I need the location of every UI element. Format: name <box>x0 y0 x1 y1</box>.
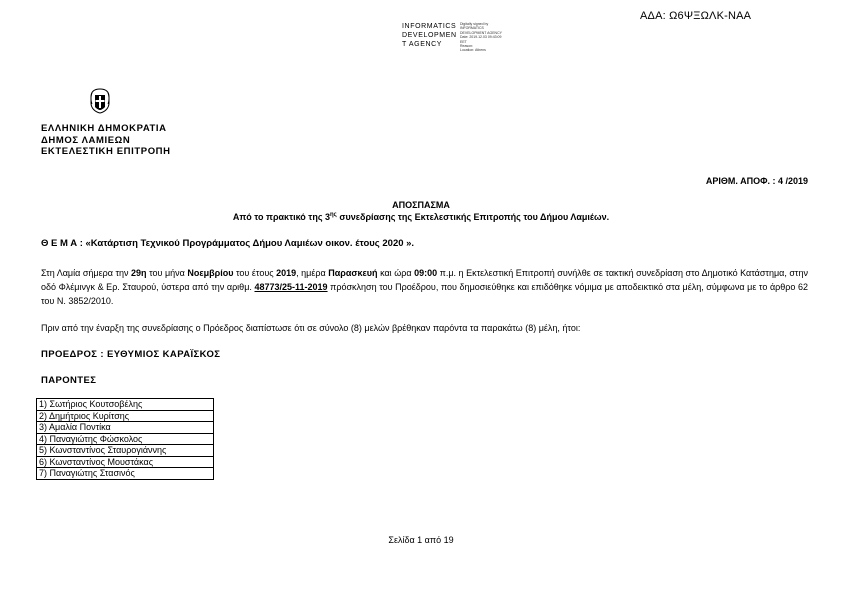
document-title: ΑΠΟΣΠΑΣΜΑ <box>392 200 450 210</box>
digital-signature-details <box>460 22 502 53</box>
member-cell: 5) Κωνσταντίνος Σταυρογιάννης <box>37 445 214 457</box>
signature-line: INFORMATICS <box>402 23 457 30</box>
decision-number: ΑΡΙΘΜ. ΑΠΟΦ. : 4 /2019 <box>705 176 808 186</box>
meeting-month: Νοεμβρίου <box>187 268 234 278</box>
president-line: ΠΡΟΕΔΡΟΣ : ΕΥΘΥΜΙΟΣ ΚΑΡΑΪΣΚΟΣ <box>41 349 221 360</box>
text-run: και ώρα <box>377 268 415 278</box>
page-footer: Σελίδα 1 από 19 <box>388 535 454 545</box>
table-row <box>37 445 214 457</box>
table-row <box>37 422 214 434</box>
signature-line: T AGENCY <box>402 41 443 48</box>
member-cell: 6) Κωνσταντίνος Μουστάκας <box>37 456 214 468</box>
meeting-day: 29η <box>131 268 147 278</box>
text-run: του μήνα <box>146 268 188 278</box>
table-row <box>37 468 214 480</box>
signature-detail: INFORMATICS <box>460 26 484 31</box>
quorum-statement: Πριν από την έναρξη της συνεδρίασης ο Πρόεδρος διαπίστωσε ότι σε σύνολο (8) μελών βρέθηκαν παρόντα τα παρακάτω (8) μέλη, ήτοι: <box>41 323 581 333</box>
meeting-weekday: Παρασκευή <box>328 268 378 278</box>
signature-detail: Reason: <box>460 44 474 49</box>
text-run: π.μ. η Εκτελεστική Επιτροπή συνήλθε σε τακτική συνεδρίαση στο Δημοτικό Κατάστημα, στην οδό Φλέμινγκ & Ερ. Σταυρού, ύστερα από την αριθμ. <box>41 268 808 292</box>
text-run: του έτους <box>233 268 277 278</box>
member-cell: 1) Σωτήριος Κουτσοβέλης <box>37 399 214 411</box>
invitation-number: 48773/25-11-2019 <box>254 282 328 292</box>
signature-detail: Digitally signed by <box>460 22 489 26</box>
table-row <box>37 456 214 468</box>
meeting-paragraph <box>41 266 808 308</box>
digital-signature-block <box>402 22 457 49</box>
signature-detail: Date: 2019.12.03 09:43:09 <box>460 35 502 40</box>
signature-line: DEVELOPMEN <box>402 32 457 39</box>
subject-line: Θ Ε Μ Α : «Κατάρτιση Τεχνικού Προγράμματος Δήμου Λαμιέων οικον. έτους 2020 ». <box>41 238 415 249</box>
signature-detail: EET <box>460 39 467 44</box>
country-name: ΕΛΛΗΝΙΚΗ ΔΗΜΟΚΡΑΤΙΑ <box>41 123 167 134</box>
table-row <box>37 433 214 445</box>
text-run: , ημέρα <box>296 268 329 278</box>
table-row <box>37 410 214 422</box>
municipality-name: ΔΗΜΟΣ ΛΑΜΙΕΩΝ <box>41 134 131 146</box>
document-subtitle: Από το πρακτικό της $3^{\eta\varsigma}$ συνεδρίασης της Εκτελεστικής Επιτροπής του Δήμου Λαμιέων. <box>232 212 610 222</box>
table-row <box>37 399 214 411</box>
signature-detail: Location: Athens <box>460 48 486 53</box>
present-heading: ΠΑΡΟΝΤΕΣ <box>41 375 97 386</box>
text-run: πρόσκληση του Προέδρου, που δημοσιεύθηκε και επιδόθηκε νόμιμα με αποδεικτικό στα μέλη, σύμφωνα με το άρθρο 62 του Ν. 3852/2010. <box>41 282 809 306</box>
committee-name: ΕΚΤΕΛΕΣΤΙΚΗ ΕΠΙΤΡΟΠΗ <box>41 146 171 157</box>
organization-header <box>41 123 171 158</box>
ada-code: ΑΔΑ: Ω6ΨΞΩΛΚ-ΝΑΑ <box>640 10 752 22</box>
member-cell: 4) Παναγιώτης Φώσκολος <box>37 433 214 445</box>
meeting-year: 2019 <box>276 268 297 278</box>
member-cell: 3) Αμαλία Ποντίκα <box>37 422 214 434</box>
greek-coat-of-arms-icon <box>89 88 111 114</box>
meeting-time: 09:00 <box>414 268 438 278</box>
member-cell: 2) Δημήτριος Κυρίτσης <box>37 410 214 422</box>
text-run: Στη Λαμία σήμερα την <box>41 268 132 278</box>
member-cell: 7) Παναγιώτης Στασινός <box>37 468 214 480</box>
members-table <box>36 398 214 480</box>
signature-detail: DEVELOPMENT AGENCY <box>460 30 502 35</box>
